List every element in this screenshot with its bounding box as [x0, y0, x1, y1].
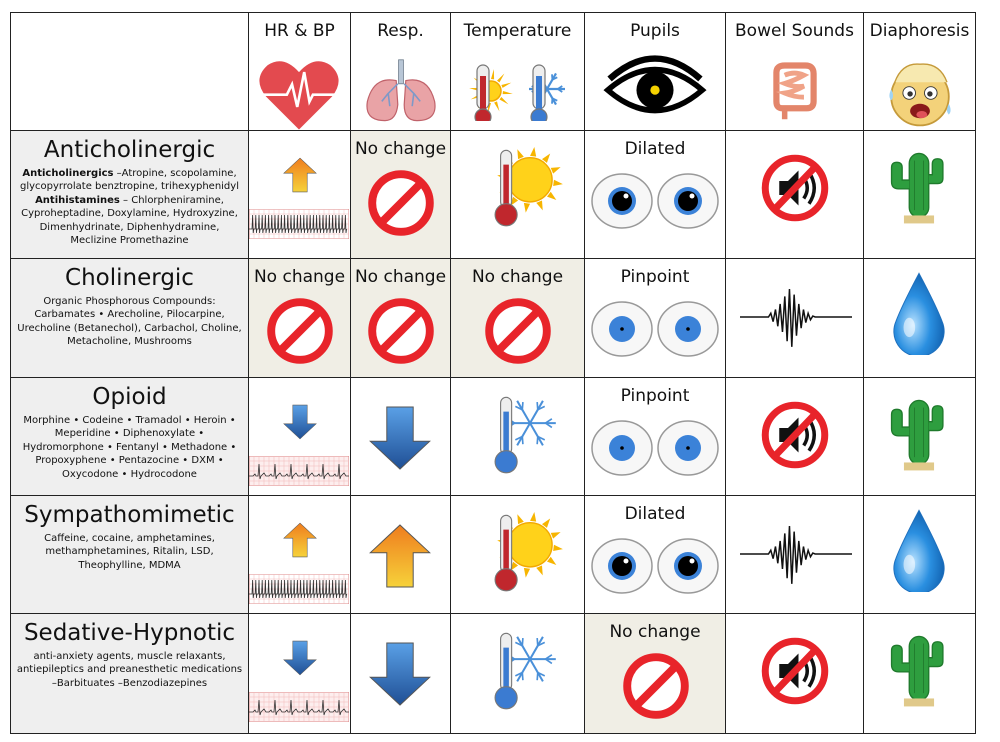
column-header	[249, 13, 351, 131]
tachycardia-ecg-icon	[249, 209, 349, 239]
hr-bp-cell	[249, 614, 351, 733]
column-header-label: HR & BP	[264, 21, 335, 41]
down-arrow-icon	[282, 396, 318, 448]
no-change-label: No change	[471, 267, 564, 287]
lungs-icon	[361, 53, 441, 129]
temperature-cell	[451, 496, 585, 614]
bowel-sounds-cell	[726, 496, 864, 614]
tachycardia-ecg-icon	[249, 574, 349, 604]
diaphoresis-cell	[864, 496, 975, 614]
sweating-face-icon	[882, 57, 958, 129]
dilated-eyes-icon	[590, 171, 720, 231]
sound-wave-icon	[740, 277, 852, 357]
up-arrow-icon	[367, 510, 433, 602]
row-title: Sympathomimetic	[24, 502, 235, 528]
eye-icon	[599, 53, 711, 129]
corner-cell	[11, 13, 249, 131]
column-header	[585, 13, 726, 131]
hr-bp-cell	[249, 378, 351, 496]
column-header	[864, 13, 975, 131]
column-header	[726, 13, 864, 131]
up-arrow-icon	[282, 149, 318, 201]
up-arrow-icon	[282, 514, 318, 566]
column-header	[351, 13, 451, 131]
column-header-label: Bowel Sounds	[735, 21, 854, 41]
resp-cell	[351, 614, 451, 733]
prohibited-icon	[264, 295, 336, 367]
hr-bp-cell	[249, 496, 351, 614]
prohibited-icon	[620, 650, 692, 722]
pupil-state-label: Dilated	[624, 504, 686, 524]
column-header-label: Pupils	[630, 21, 680, 41]
intestines-icon	[764, 55, 826, 127]
row-description	[15, 167, 244, 247]
pinpoint-eyes-icon	[590, 299, 720, 359]
drug-list: Organic Phosphorous Compounds: Carbamates • Arecholine, Pilocarpine, Urecholine (Betanechol), Carbachol, Choline, Metacholine, Mushrooms	[17, 296, 242, 348]
pupil-state-label: Pinpoint	[620, 267, 690, 287]
column-header	[451, 13, 585, 131]
column-header-label: Diaphoresis	[869, 21, 970, 41]
pupils-cell	[585, 496, 726, 614]
cactus-icon	[888, 392, 950, 478]
no-change-label: No change	[354, 267, 447, 287]
drug-list: anti-anxiety agents, muscle relaxants, antiepileptics and preanesthetic medications –Barbituates –Benzodiazepines	[16, 651, 243, 689]
row-description	[15, 295, 244, 349]
column-header-label: Resp.	[377, 21, 424, 41]
resp-cell	[351, 131, 451, 259]
hot-cold-thermometer-icon	[462, 57, 574, 121]
prohibited-icon	[365, 295, 437, 367]
row-header	[11, 259, 249, 378]
row-description	[15, 650, 244, 690]
toxidrome-table	[10, 12, 976, 734]
no-change-label: No change	[253, 267, 346, 287]
temperature-cell	[451, 614, 585, 733]
row-title: Anticholinergic	[43, 137, 216, 163]
pupils-cell	[585, 259, 726, 378]
muted-speaker-icon	[760, 400, 830, 470]
pinpoint-eyes-icon	[590, 418, 720, 478]
hot-thermometer-sun-icon	[473, 508, 565, 600]
bowel-sounds-cell	[726, 259, 864, 378]
cactus-icon	[888, 628, 950, 714]
diaphoresis-cell	[864, 259, 975, 378]
hot-thermometer-sun-icon	[473, 143, 565, 235]
diaphoresis-cell	[864, 614, 975, 733]
row-title: Opioid	[92, 384, 167, 410]
resp-cell	[351, 259, 451, 378]
cactus-icon	[888, 145, 950, 231]
temperature-cell	[451, 259, 585, 378]
row-header	[11, 378, 249, 496]
bradycardia-ecg-icon	[249, 692, 349, 722]
temperature-cell	[451, 131, 585, 259]
no-change-label: No change	[609, 622, 701, 642]
pupil-state-label: Dilated	[624, 139, 686, 159]
muted-speaker-icon	[760, 153, 830, 223]
column-header-label: Temperature	[463, 21, 572, 41]
row-title: Sedative-Hypnotic	[23, 620, 236, 646]
down-arrow-icon	[367, 628, 433, 720]
resp-cell	[351, 496, 451, 614]
prohibited-icon	[482, 295, 554, 367]
down-arrow-icon	[367, 392, 433, 484]
hr-bp-cell	[249, 259, 351, 378]
resp-cell	[351, 378, 451, 496]
cold-thermometer-snowflake-icon	[473, 390, 565, 482]
water-drop-icon	[890, 506, 948, 592]
diaphoresis-cell	[864, 378, 975, 496]
row-title: Cholinergic	[65, 265, 194, 291]
no-change-label: No change	[354, 139, 447, 159]
muted-speaker-icon	[760, 636, 830, 706]
row-description	[15, 532, 244, 572]
pupils-cell	[585, 131, 726, 259]
drug-list: Morphine • Codeine • Tramadol • Heroin • Meperidine • Diphenoxylate • Hydromorphone • Fentanyl • Methadone • Propoxyphene • Pentazocine • DXM • Oxycodone • Hydrocodone	[22, 415, 237, 480]
cold-thermometer-snowflake-icon	[473, 626, 565, 718]
drug-class-label: Anticholinergics	[22, 168, 114, 179]
row-description	[15, 414, 244, 481]
drug-list: –Atropine, scopolamine, glycopyrrolate benztropine, trihexyphenidyl	[20, 168, 239, 193]
pupils-cell	[585, 378, 726, 496]
row-header	[11, 131, 249, 259]
drug-class-label: Antihistamines	[35, 194, 120, 206]
sound-wave-icon	[740, 514, 852, 594]
down-arrow-icon	[282, 632, 318, 684]
row-header	[11, 614, 249, 733]
hr-bp-cell	[249, 131, 351, 259]
pupils-cell	[585, 614, 726, 733]
water-drop-icon	[890, 269, 948, 355]
drug-list: – Chlorpheniramine, Cyproheptadine, Doxylamine, Hydroxyzine, Dimenhydrinate, Diphenhydramine, Meclizine Promethazine	[21, 194, 238, 247]
drug-list: Caffeine, cocaine, amphetamines, methamphetamines, Ritalin, LSD, Theophylline, MDMA	[44, 533, 215, 571]
bowel-sounds-cell	[726, 378, 864, 496]
heart-ecg-icon	[254, 53, 344, 131]
bowel-sounds-cell	[726, 614, 864, 733]
temperature-cell	[451, 378, 585, 496]
row-header	[11, 496, 249, 614]
bowel-sounds-cell	[726, 131, 864, 259]
pupil-state-label: Pinpoint	[620, 386, 690, 406]
prohibited-icon	[365, 167, 437, 239]
diaphoresis-cell	[864, 131, 975, 259]
bradycardia-ecg-icon	[249, 456, 349, 486]
dilated-eyes-icon	[590, 536, 720, 596]
